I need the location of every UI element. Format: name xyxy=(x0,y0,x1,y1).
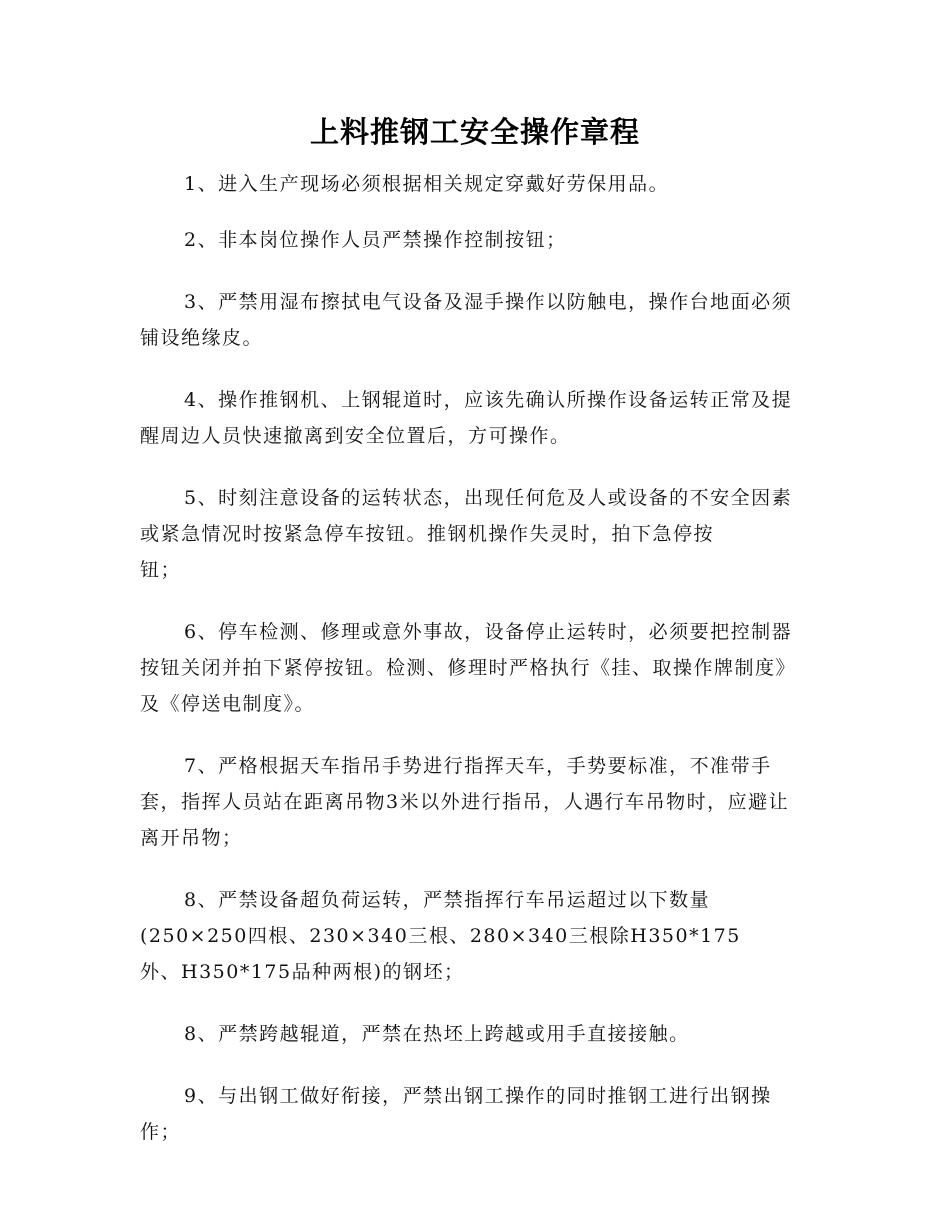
paragraph-3: 3、严禁用湿布擦拭电气设备及湿手操作以防触电，操作台地面必须铺设绝缘皮。 xyxy=(140,291,793,349)
paragraph-8: 8、严禁设备超负荷运转，严禁指挥行车吊运超过以下数量 (250×250四根、230×340三根、280×340三根除H350*175 外、H350*175品种两根)的钢坯； xyxy=(140,889,741,983)
document-title: 上料推钢工安全操作章程 xyxy=(309,115,640,149)
paragraph-4: 4、操作推钢机、上钢辊道时，应该先确认所操作设备运转正常及提醒周边人员快速撤离到安全位置后，方可操作。 xyxy=(140,389,793,447)
paragraph-7: 7、严格根据天车指吊手势进行指挥天车，手势要标准，不准带手套，指挥人员站在距离吊物3米以外进行指吊，人遇行车吊物时，应避让离开吊物； xyxy=(140,755,790,849)
paragraph-10: 9、与出钢工做好衔接，严禁出钢工操作的同时推钢工进行出钢操作； xyxy=(140,1085,772,1143)
paragraph-9: 8、严禁跨越辊道，严禁在热坯上跨越或用手直接接触。 xyxy=(184,1023,690,1045)
paragraph-5: 5、时刻注意设备的运转状态，出现任何危及人或设备的不安全因素或紧急情况时按紧急停车按钮。推钢机操作失灵时，拍下急停按 钮； xyxy=(140,487,793,581)
paragraph-2: 2、非本岗位操作人员严禁操作控制按钮； xyxy=(184,229,567,251)
paragraph-6: 6、停车检测、修理或意外事故，设备停止运转时，必须要把控制器按钮关闭并拍下紧停按钮。检测、修理时严格执行《挂、取操作牌制度》及《停送电制度》。 xyxy=(140,621,797,715)
document-body xyxy=(140,166,808,1176)
paragraph-1: 1、进入生产现场必须根据相关规定穿戴好劳保用品。 xyxy=(184,173,670,195)
